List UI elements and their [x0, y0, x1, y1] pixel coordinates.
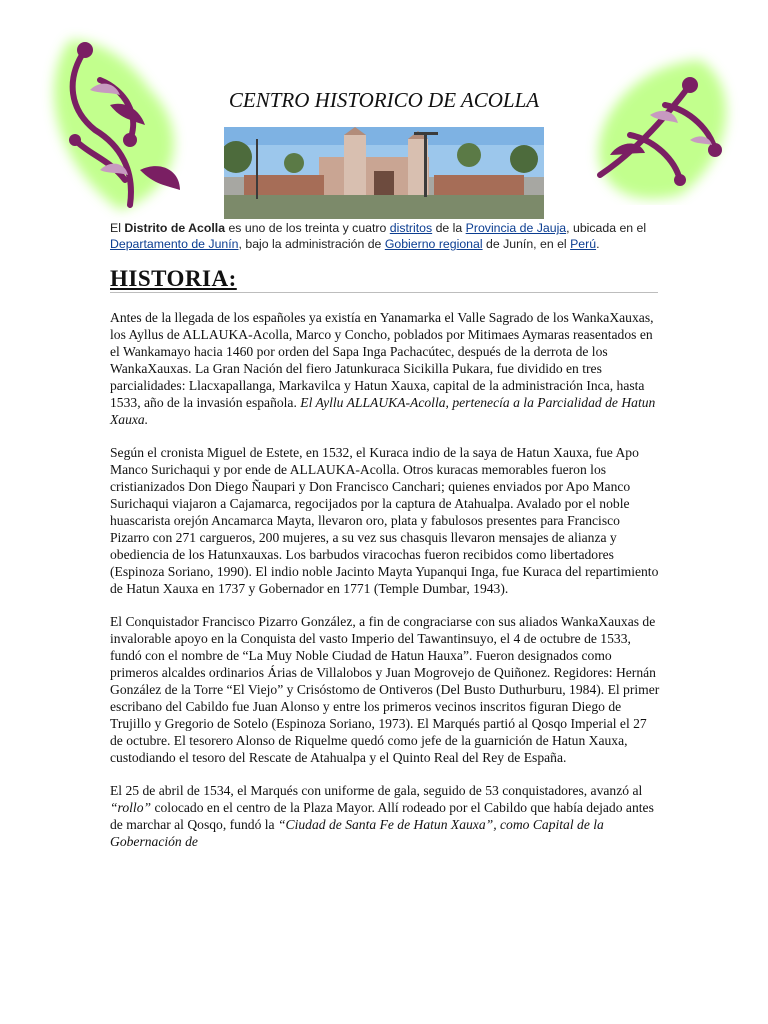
floral-ornament-left — [30, 20, 200, 220]
heading-divider — [110, 292, 658, 293]
paragraph-3: El Conquistador Francisco Pizarro González, a fin de congraciarse con sus aliados WankaXauxas de invalorable apoyo en la Conquista del vasto Imperio del Tawantinsuyo, el 4 de octubre de 1533, fundó con el nombre de “La Muy Noble Ciudad de Hatun Hauxa”. Fueron designados como primeros alcaldes ordinarios Árias de Villalobos y Juan Mogrovejo de Quiñonez. Regidores: Hernán González de la Torre “El Viejo” y Crisóstomo de Ontiveros (Del Busto Duthurburu, 1984). El primer escribano del Cabildo fue Juan Alonso y entre los primeros vecinos inscritos figuran Diego de Trujillo y Gregorio de Sotelo (Espinoza Soriano, 1973). El Marqués partió al Qosqo Imperial el 27 de octubre. El tesorero Alonso de Riquelme quedó como jefe de la guarnición de Hatun Xauxa, custodiando el tesoro del Rescate de Atahualpa y el Quinto Real del Rey de España. — [110, 614, 660, 765]
link-distritos[interactable]: distritos — [389, 221, 433, 235]
district-name: Distrito de Acolla — [124, 221, 226, 235]
paragraph-1: Antes de la llegada de los españoles ya existía en Yanamarka el Valle Sagrado de los WankaXauxas, los Ayllus de ALLAUKA-Acolla, Marco y Concho, poblados por Mitimaes Aymaras reasentados en el Wankamayo hacia 1460 por orden del Sapa Inga Pachacútec, después de la derrota de los WankaXauxas. La Gran Nación del fiero Jatunkuraca Sicikilla Pukara, fue dividido en tres parcialidades: Llacxapallanga, Markavilca y Hatun Xauxa, capital de la administración Inca, hasta 1533, año de la invasión española. El Ayllu ALLAUKA-Acolla, pertenecía a la Parcialidad de Hatun Xauxa. — [110, 310, 656, 427]
paragraph-2: Según el cronista Miguel de Estete, en 1532, el Kuraca indio de la saya de Hatun Xauxa, fue Apo Manco Surichaqui y por ende de ALLAUKA-Acolla. Otros kuracas memorables fueron los cristianizados Don Diego Ñaupari y Don Francisco Canchari; quienes enviados por Apo Manco Surichaqui viajaron a Cajamarca, regocijados por la captura de Atahualpa. Avalado por el noble huascarista orejón Ancamarca Mayta, llevaron oro, plata y fabulosos presentes para Francisco Pizarro con 271 cargueros, 200 mujeres, a su vez sus chasquis llevaron mensajes de alianza y obediencia de los Hatunxauxas. Los barbudos viracochas fueron recibidos como libertadores (Espinoza Soriano, 1990). El indio noble Jacinto Mayta Yupanqui Inga, fue Kuraca del repartimiento de Hatun Xauxa en 1737 y Gobernador en 1771 (Temple Dumbar, 1943). — [110, 445, 659, 596]
link-departamento-junin[interactable]: Departamento de Junín — [110, 237, 239, 251]
historia-body — [110, 309, 660, 866]
page-title: CENTRO HISTORICO DE ACOLLA — [228, 88, 540, 112]
plaza-photo — [224, 127, 544, 219]
paragraph-4: El 25 de abril de 1534, el Marqués con uniforme de gala, seguido de 53 conquistadores, avanzó al “rollo” colocado en el centro de la Plaza Mayor. Allí rodeado por el Cabildo que había dejado antes de marchar al Qosqo, fundó la “Ciudad de Santa Fe de Hatun Xauxa”, como Capital de la Gobernación de — [110, 783, 654, 849]
floral-ornament-right — [570, 45, 745, 205]
link-peru[interactable]: Perú — [570, 237, 597, 251]
link-gobierno-regional[interactable]: Gobierno regional — [384, 237, 483, 251]
section-heading-historia: HISTORIA: — [110, 266, 237, 291]
link-provincia-jauja[interactable]: Provincia de Jauja — [465, 221, 567, 235]
intro-paragraph: El Distrito de Acolla es uno de los treinta y cuatro distritos de la Provincia de Jauja, ubicada en el Departamento de Junín, bajo la administración de Gobierno regional de Junín, en el Perú. — [110, 221, 647, 251]
